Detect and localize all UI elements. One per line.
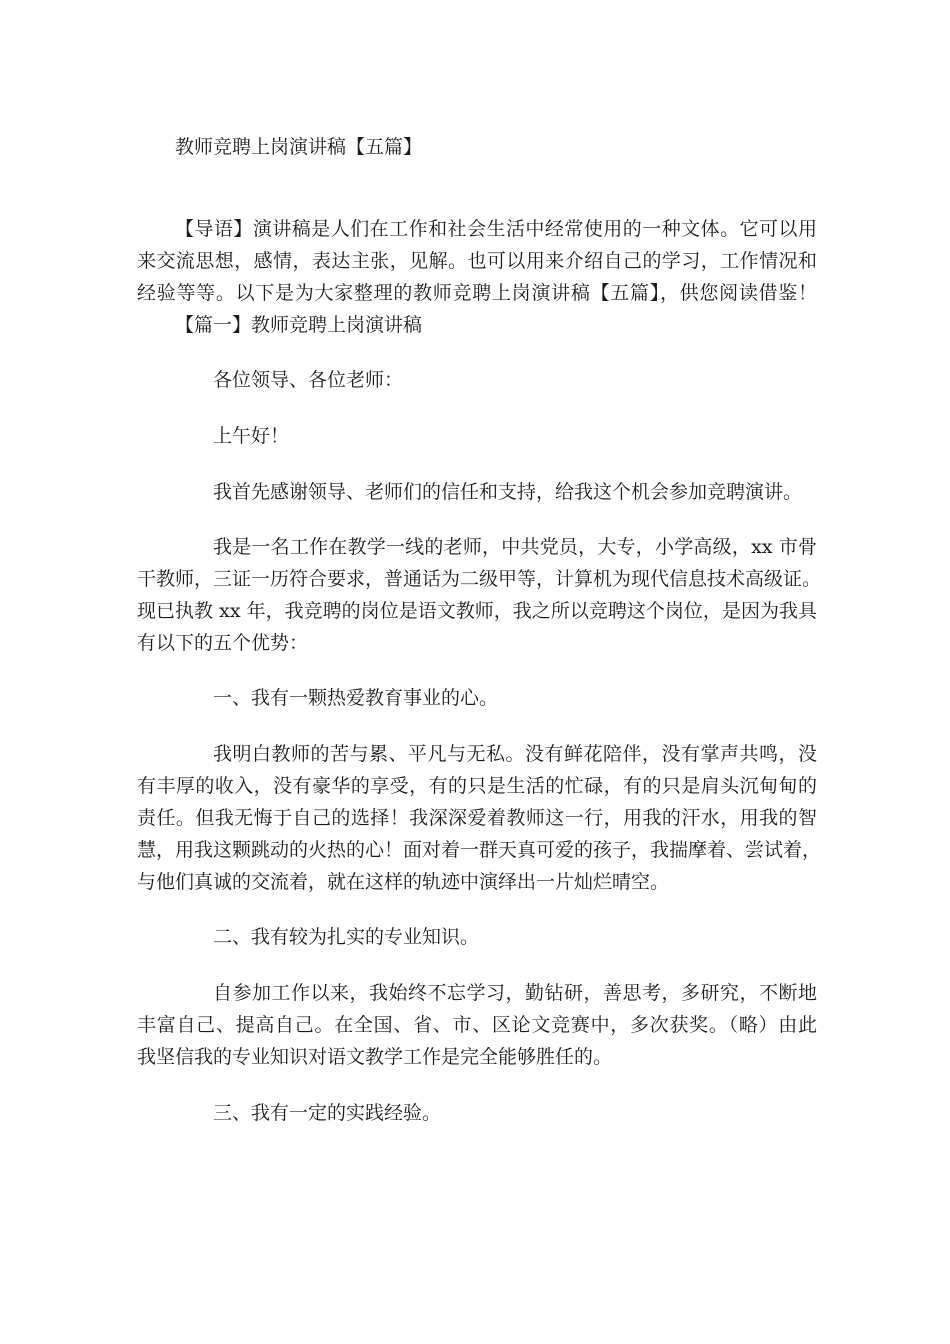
intro-paragraph-line-1: 我是一名工作在教学一线的老师，中共党员，大专，小学高级，xx 市骨 xyxy=(213,536,817,558)
point-3-heading: 三、我有一定的实践经验。 xyxy=(213,1102,442,1124)
point-2-line-3: 我坚信我的专业知识对语文教学工作是完全能够胜任的。 xyxy=(137,1046,613,1068)
point-2-heading: 二、我有较为扎实的专业知识。 xyxy=(213,926,480,948)
point-1-line-2: 有丰厚的收入，没有豪华的享受，有的只是生活的忙碌，有的只是肩头沉甸甸的 xyxy=(137,775,817,797)
intro-paragraph-line-3: 现已执教 xx 年，我竞聘的岗位是语文教师，我之所以竞聘这个岗位，是因为我具 xyxy=(137,600,817,622)
document-title: 教师竞聘上岗演讲稿【五篇】 xyxy=(175,136,423,158)
point-1-line-1: 我明白教师的苦与累、平凡与无私。没有鲜花陪伴，没有掌声共鸣，没 xyxy=(213,743,817,765)
intro-paragraph-line-4: 有以下的五个优势： xyxy=(137,632,309,654)
point-1-line-4: 慧，用我这颗跳动的火热的心！面对着一群天真可爱的孩子，我揣摩着、尝试着， xyxy=(137,839,822,861)
point-1-line-3: 责任。但我无悔于自己的选择！我深深爱着教师这一行，用我的汗水，用我的智 xyxy=(137,807,817,829)
section1-heading: 【篇一】教师竞聘上岗演讲稿 xyxy=(175,314,423,336)
greeting: 各位领导、各位老师： xyxy=(213,369,404,391)
intro-line-2: 来交流思想，感情，表达主张，见解。也可以用来介绍自己的学习，工作情况和 xyxy=(137,250,817,272)
point-2-line-1: 自参加工作以来，我始终不忘学习，勤钻研，善思考，多研究，不断地 xyxy=(213,982,817,1004)
good-morning: 上午好！ xyxy=(213,425,290,447)
point-1-heading: 一、我有一颗热爱教育事业的心。 xyxy=(213,687,499,709)
intro-paragraph-line-2: 干教师，三证一历符合要求，普通话为二级甲等，计算机为现代信息技术高级证。 xyxy=(137,568,822,590)
point-1-line-5: 与他们真诚的交流着，就在这样的轨迹中演绎出一片灿烂晴空。 xyxy=(137,871,670,893)
intro-line-1: 【导语】演讲稿是人们在工作和社会生活中经常使用的一种文体。它可以用 xyxy=(175,218,817,240)
thanks-paragraph: 我首先感谢领导、老师们的信任和支持，给我这个机会参加竞聘演讲。 xyxy=(213,481,803,503)
point-2-line-2: 丰富自己、提高自己。在全国、省、市、区论文竞赛中，多次获奖。（略）由此 xyxy=(137,1014,817,1036)
intro-line-3: 经验等等。以下是为大家整理的教师竞聘上岗演讲稿【五篇】，供您阅读借鉴！ xyxy=(137,282,817,304)
